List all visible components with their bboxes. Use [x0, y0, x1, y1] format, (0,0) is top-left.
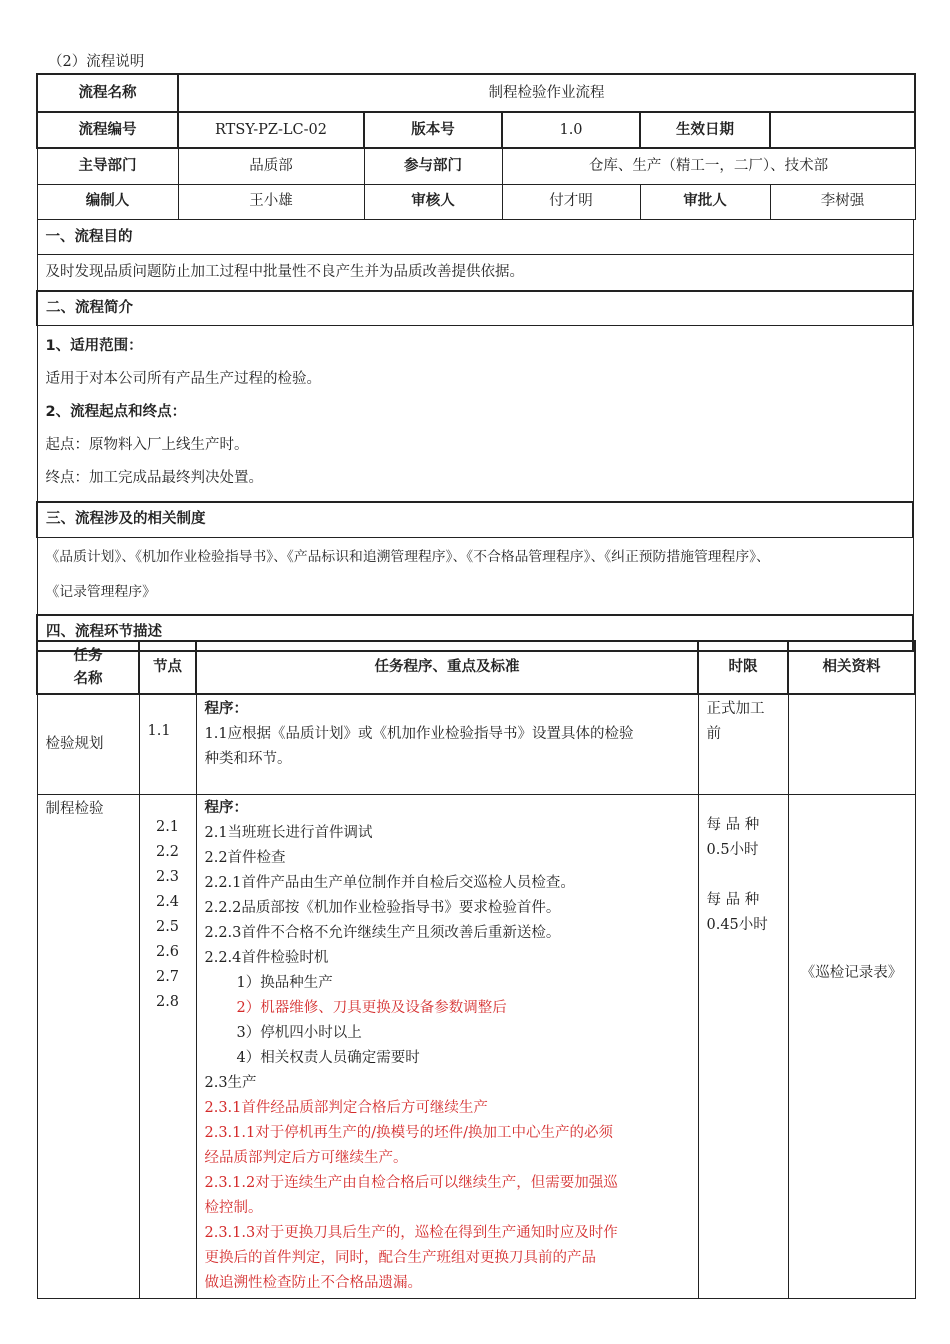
start-point-text: 起点：原物料入厂上线生产时。 — [45, 437, 249, 453]
header-table — [36, 73, 916, 220]
approver-label: 审批人 — [640, 184, 770, 219]
process-name-value: 制程检验作业流程 — [178, 74, 915, 112]
lead-dept-label: 主导部门 — [37, 148, 178, 184]
points-title: 2、流程起点和终点： — [45, 404, 187, 420]
time-limit-cell: 每 品 种 0.5小时 每 品 种 0.45小时 — [698, 794, 788, 1298]
table-row — [37, 694, 915, 794]
version-value: 1.0 — [502, 112, 640, 148]
effective-date-label: 生效日期 — [640, 112, 770, 148]
scope-title: 1、适用范围： — [45, 338, 143, 354]
table-row — [37, 794, 915, 1298]
reference-cell — [788, 694, 915, 794]
process-name-label: 流程名称 — [37, 74, 178, 112]
process-code-value: RTSY-PZ-LC-02 — [178, 112, 364, 148]
process-steps-table — [36, 640, 916, 1299]
task-name: 制程检验 — [37, 794, 139, 1298]
col-time-header: 时限 — [698, 641, 788, 694]
approver-value: 李树强 — [770, 184, 915, 219]
section-caption: （2）流程说明 — [48, 54, 145, 70]
author-label: 编制人 — [37, 184, 178, 219]
participating-dept-label: 参与部门 — [364, 148, 502, 184]
col-node-header: 节点 — [139, 641, 196, 694]
time-limit-cell: 正式加工 前 — [698, 694, 788, 794]
end-point-text: 终点：加工完成品最终判决处置。 — [45, 470, 263, 486]
procedure-cell: 程序： 2.1当班班长进行首件调试 2.2首件检查 2.2.1首件产品由生产单位制作并自检后交巡检人员检查。 2.2.2品质部按《机加作业检验指导书》要求检验首件。 2.2.3首件不合格不允许继续生产且须改善后重新送检。 2.2.4首件检验时机 1）换品种生产 2）机器维修、刀具更换及设备参数调整后 3）停机四小时以上 4）相关权责人员确定需要时 2.3生产 2.3.1首件经品质部判定合格后方可继续生产 2.3.1.1对于停机再生产的/换模号的坯件/换加工中心生产的必须 经品质部判定后方可继续生产。 2.3.1.2对于连续生产由自检合格后可以继续生产，但需要加强巡 检控制。 2.3.1.3对于更换刀具后生产的，巡检在得到生产通知时应及时作 更换后的首件判定，同时，配合生产班组对更换刀具前的产品 做追溯性检查防止不合格品遗漏。 — [196, 794, 698, 1298]
section1-title: 一、流程目的 — [37, 220, 913, 255]
col-procedure-header: 任务程序、重点及标准 — [196, 641, 698, 694]
version-label: 版本号 — [364, 112, 502, 148]
regulation-line-1: 《品质计划》、《机加作业检验指导书》、《产品标识和追溯管理程序》、《不合格品管理程序》、《纠正预防措施管理程序》、 — [45, 548, 770, 565]
scope-text: 适用于对本公司所有产品生产过程的检验。 — [45, 371, 321, 387]
col-reference-header: 相关资料 — [788, 641, 915, 694]
reference-cell: 《巡检记录表》 — [788, 794, 915, 1298]
reviewer-label: 审核人 — [364, 184, 502, 219]
effective-date-value — [770, 112, 915, 148]
section3-title: 三、流程涉及的相关制度 — [37, 502, 913, 537]
col-task-header: 任务 名称 — [37, 641, 139, 694]
regulation-line-2: 《记录管理程序》 — [45, 583, 156, 600]
node-numbers: 2.1 2.2 2.3 2.4 2.5 2.6 2.7 2.8 — [139, 794, 196, 1298]
process-code-label: 流程编号 — [37, 112, 178, 148]
section2-title: 二、流程简介 — [37, 291, 913, 326]
task-name: 检验规划 — [37, 694, 139, 794]
reviewer-value: 付才明 — [502, 184, 640, 219]
lead-dept-value: 品质部 — [178, 148, 364, 184]
author-value: 王小雄 — [178, 184, 364, 219]
participating-dept-value: 仓库、生产（精工一，二厂）、技术部 — [502, 148, 915, 184]
procedure-cell: 程序： 1.1应根据《品质计划》或《机加作业检验指导书》设置具体的检验 种类和环节。 — [196, 694, 698, 794]
section4-title: 四、流程环节描述 — [37, 615, 913, 651]
sections-table — [36, 219, 914, 652]
node-number: 1.1 — [139, 694, 196, 794]
section1-text: 及时发现品质问题防止加工过程中批量性不良产生并为品质改善提供依据。 — [37, 255, 913, 291]
